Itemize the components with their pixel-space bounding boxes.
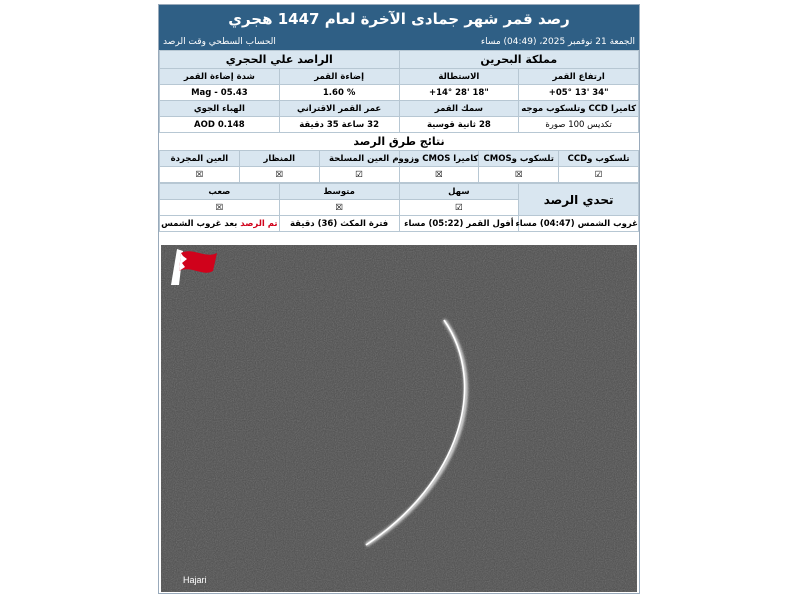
moon-photo xyxy=(161,245,637,592)
header xyxy=(159,5,639,50)
label-magnitude: شدة إضاءة القمر xyxy=(160,69,280,85)
method-ccd: تلسكوب وCCD xyxy=(559,151,639,167)
method-ccd-check: ☑ xyxy=(559,167,639,183)
observer: الراصد علي الحجري xyxy=(160,51,400,69)
methods-title: نتائج طرق الرصد xyxy=(160,133,639,151)
method-cmos-zoom: كاميرا CMOS وزووم xyxy=(399,151,479,167)
page-title: رصد قمر شهر جمادى الآخرة لعام 1447 هجري xyxy=(228,10,570,28)
value-moon-altitude: +05° 13' 34" xyxy=(519,85,639,101)
value-aerosol: AOD 0.148 xyxy=(160,117,280,133)
value-moon-age: 32 ساعة 35 دقيقة xyxy=(279,117,399,133)
challenge-easy-check: ☑ xyxy=(399,200,519,216)
value-stacking: تكديس 100 صورة xyxy=(519,117,639,133)
method-binoculars: المنظار xyxy=(239,151,319,167)
method-cmos-zoom-check: ☒ xyxy=(399,167,479,183)
method-aided-eye-check: ☑ xyxy=(319,167,399,183)
challenge-hard: صعب xyxy=(160,184,280,200)
method-aided-eye: العين المسلحة xyxy=(319,151,399,167)
logo-text: Hajari xyxy=(183,575,207,585)
challenge-medium: متوسط xyxy=(279,184,399,200)
observation-card xyxy=(158,4,640,594)
value-magnitude: Mag - 05.43 xyxy=(160,85,280,101)
label-thickness: سمك القمر xyxy=(399,101,519,117)
calc-method: الحساب السطحي وقت الرصد xyxy=(163,36,276,47)
subheader xyxy=(159,33,639,50)
challenge-table xyxy=(159,183,639,232)
value-elongation: +14° 28' 18" xyxy=(399,85,519,101)
label-illumination: إضاءة القمر xyxy=(279,69,399,85)
method-naked-eye-check: ☒ xyxy=(160,167,240,183)
moonset-time: أفول القمر (05:22) مساء xyxy=(399,216,519,232)
country: مملكة البحرين xyxy=(399,51,639,69)
value-illumination: 1.60 % xyxy=(279,85,399,101)
challenge-medium-check: ☒ xyxy=(279,200,399,216)
method-binoculars-check: ☒ xyxy=(239,167,319,183)
label-moon-altitude: ارتفاع القمر xyxy=(519,69,639,85)
observation-status: تم الرصد بعد غروب الشمس xyxy=(160,216,280,232)
label-moon-age: عمر القمر الاقتراني xyxy=(279,101,399,117)
logo-flag-icon xyxy=(161,245,221,289)
method-naked-eye: العين المجردة xyxy=(160,151,240,167)
value-thickness: 28 ثانية قوسية xyxy=(399,117,519,133)
label-aerosol: الهباء الجوي xyxy=(160,101,280,117)
sunset-time: غروب الشمس (04:47) مساء xyxy=(519,216,639,232)
method-cmos-check: ☒ xyxy=(479,167,559,183)
lag-time: فترة المكث (36) دقيقة xyxy=(279,216,399,232)
data-table xyxy=(159,50,639,133)
methods-table xyxy=(159,133,639,183)
label-camera: كاميرا CCD وتلسكوب موجه xyxy=(519,101,639,117)
challenge-hard-check: ☒ xyxy=(160,200,280,216)
observation-date: الجمعة 21 نوفمبر 2025، (04:49) مساء xyxy=(480,36,635,47)
challenge-label: تحدي الرصد xyxy=(519,184,639,216)
method-cmos: تلسكوب وCMOS xyxy=(479,151,559,167)
crescent-image xyxy=(161,245,637,592)
label-elongation: الاستطالة xyxy=(399,69,519,85)
challenge-easy: سهل xyxy=(399,184,519,200)
